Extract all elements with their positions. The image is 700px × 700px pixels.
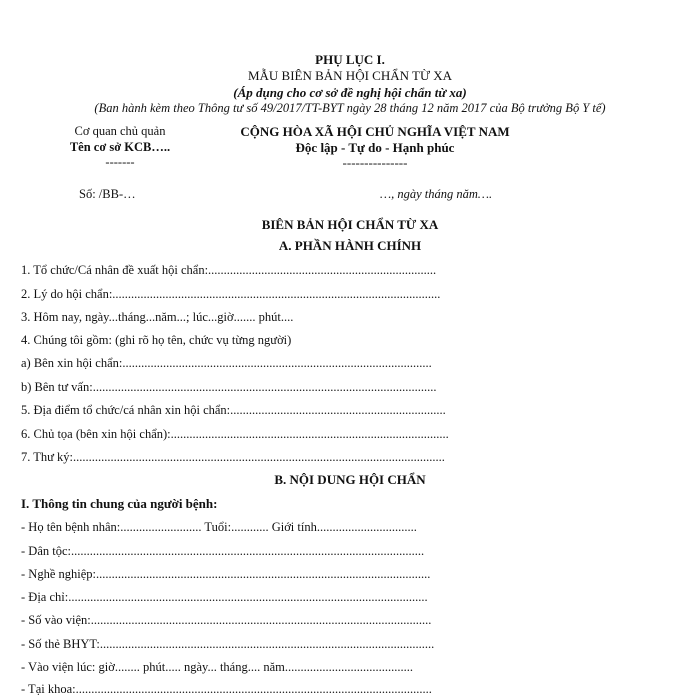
- line-b-insurance-card: - Số thẻ BHYT:...........................................................................................................: [21, 637, 435, 651]
- section-b-title: B. NỘI DUNG HỘI CHẨN: [274, 472, 426, 487]
- country-name: CỘNG HÒA XÃ HỘI CHỦ NGHĨA VIỆT NAM: [240, 124, 510, 139]
- line-a-2: 2. Lý do hội chẩn:.........................................................................................................: [21, 287, 441, 301]
- line-a-1: 1. Tổ chức/Cá nhân đề xuất hội chẩn:.........................................................................: [21, 263, 437, 277]
- document-date: …, ngày tháng năm….: [380, 187, 493, 201]
- line-b-occupation: - Nghề nghiệp:...........................................................................................................: [21, 567, 431, 581]
- line-a-3: 3. Hôm nay, ngày...tháng...năm...; lúc...giờ....... phút....: [21, 310, 294, 324]
- line-b-address: - Địa chỉ:...................................................................................................................: [21, 590, 428, 604]
- document-number: Số: /BB-…: [79, 187, 136, 201]
- facility-name: Tên cơ sở KCB…..: [69, 140, 171, 154]
- applies-to-note: (Áp dụng cho cơ sở đề nghị hội chẩn từ xa): [233, 85, 467, 100]
- national-motto: Độc lập - Tự do - Hạnh phúc: [295, 140, 455, 155]
- line-b-department: - Tại khoa:..................................................................................................................: [21, 682, 432, 696]
- line-a-4: 4. Chúng tôi gồm: (ghi rõ họ tên, chức vụ từng người): [21, 333, 292, 347]
- form-title: MẪU BIÊN BẢN HỘI CHẨN TỪ XA: [247, 68, 453, 83]
- line-a-5: 5. Địa điểm tổ chức/cá nhân xin hội chẩn:.....................................................................: [21, 403, 446, 417]
- line-a-7: 7. Thư ký:.......................................................................................................................: [21, 450, 445, 464]
- issued-with-note: (Ban hành kèm theo Thông tư số 49/2017/TT-BYT ngày 28 tháng 12 năm 2017 của Bộ trưởng Bộ Y tế): [94, 101, 606, 115]
- line-b-name: - Họ tên bệnh nhân:.......................... Tuổi:............ Giới tính................................: [21, 520, 417, 534]
- line-b-admission-time: - Vào viện lúc: giờ........ phút..... ngày... tháng.... năm.........................................: [21, 660, 413, 674]
- patient-info-heading: I. Thông tin chung của người bệnh:: [21, 496, 218, 511]
- line-a-4a: a) Bên xin hội chẩn:...................................................................................................: [21, 356, 432, 370]
- left-divider: -------: [105, 155, 135, 169]
- document-title: BIÊN BẢN HỘI CHẨN TỪ XA: [261, 217, 439, 232]
- line-b-ethnicity: - Dân tộc:.................................................................................................................: [21, 544, 425, 558]
- section-a-title: A. PHẦN HÀNH CHÍNH: [278, 238, 422, 253]
- line-a-4b: b) Bên tư vấn:..............................................................................................................: [21, 380, 437, 394]
- appendix-heading: PHỤ LỤC I.: [315, 52, 385, 67]
- right-divider: ---------------: [342, 155, 408, 170]
- line-b-admission-number: - Số vào viện:.............................................................................................................: [21, 613, 432, 627]
- line-a-6: 6. Chủ tọa (bên xin hội chẩn):.........................................................................................: [21, 427, 449, 441]
- governing-agency: Cơ quan chủ quản: [74, 124, 166, 138]
